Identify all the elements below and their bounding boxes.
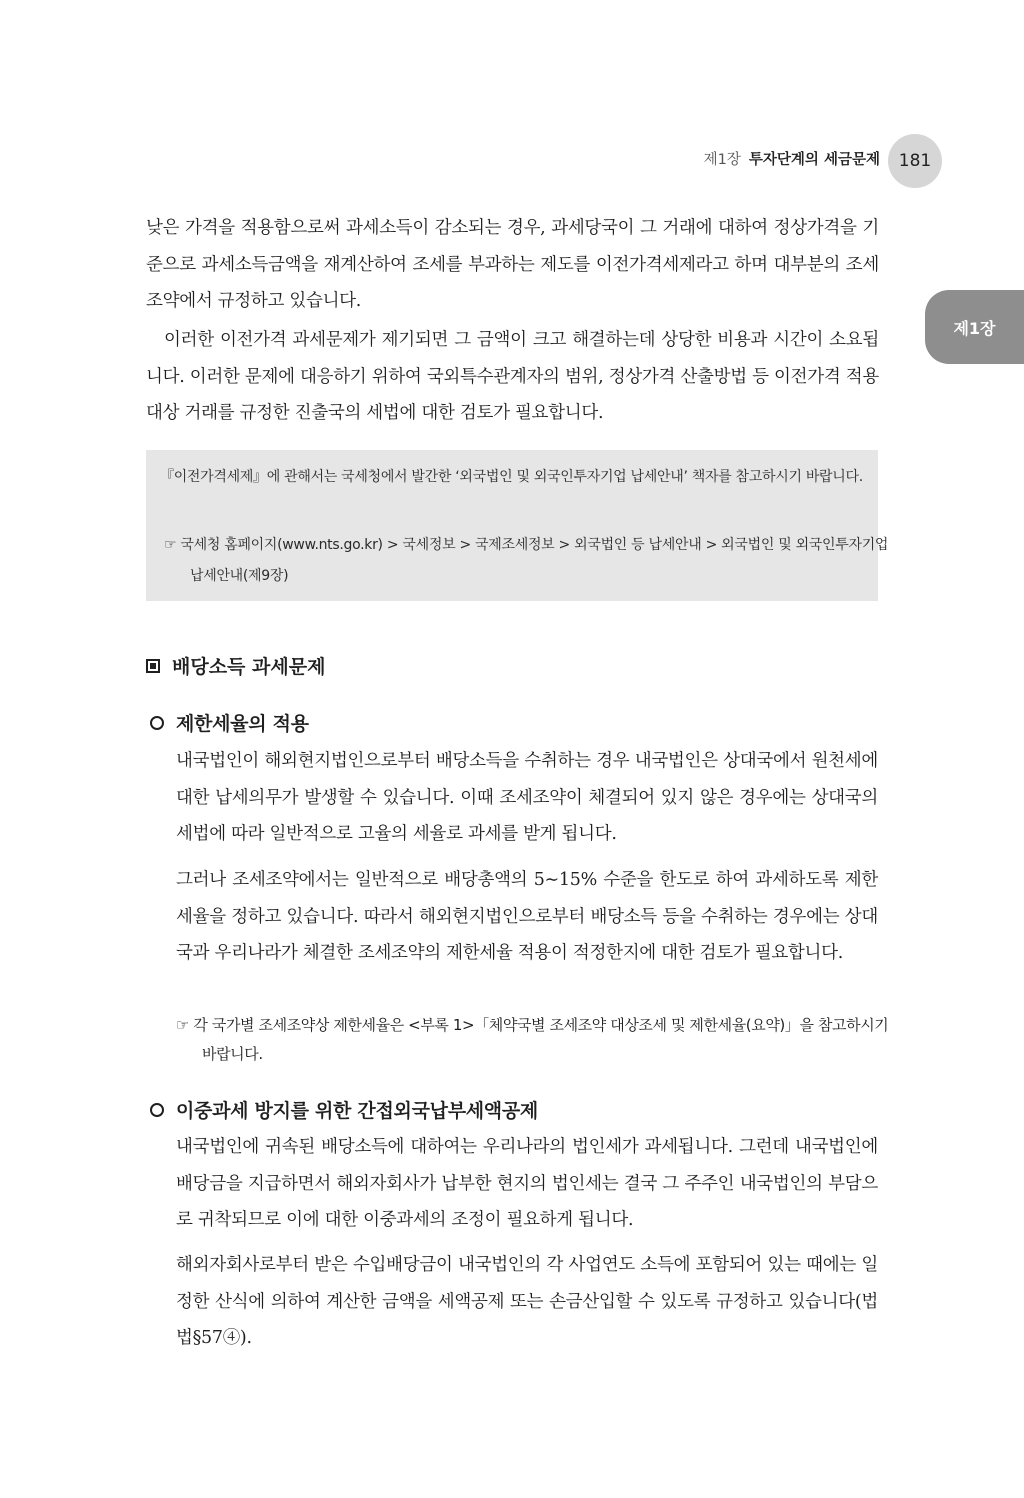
running-head-chapter: 제1장	[703, 152, 741, 168]
subsection-1-paragraph-1: 내국법인이 해외현지법인으로부터 배당소득을 수취하는 경우 내국법인은 상대국에서 원천세에 대한 납세의무가 발생할 수 있습니다. 이때 조세조약이 체결되어 있지 않은 경우에는 상대국의 세법에 따라 일반적으로 고율의 세율로 과세를 받게 됩니다.	[176, 751, 878, 844]
section-heading	[146, 652, 325, 679]
page-number: 181	[888, 134, 942, 188]
running-head-title: 투자단계의 세금문제	[748, 152, 880, 168]
subsection-heading-2	[150, 1096, 538, 1123]
subsection-title-2: 이중과세 방지를 위한 간접외국납부세액공제	[176, 1100, 538, 1122]
note-text: 『이전가격세제』에 관해서는 국세청에서 발간한 ‘외국법인 및 외국인투자기업 납세안내’ 책자를 참고하시기 바랍니다.	[160, 469, 863, 485]
subsection-heading-1	[150, 709, 309, 736]
chapter-tab: 제1장	[925, 290, 1024, 364]
subsection-1-reference: ☞ 각 국가별 조세조약상 제한세율은 <부록 1>「체약국별 조세조약 대상조세 및 제한세율(요약)」을 참고하시기 바랍니다.	[176, 1016, 889, 1063]
note-reference-path: ☞ 국세청 홈페이지(www.nts.go.kr) > 국세정보 > 국제조세정보 > 외국법인 등 납세안내 > 외국법인 및 외국인투자기업 납세안내(제9장)	[164, 537, 889, 584]
section-title: 배당소득 과세문제	[172, 656, 326, 678]
reference-note-box	[146, 450, 889, 601]
subsection-2-paragraph-1: 내국법인에 귀속된 배당소득에 대하여는 우리나라의 법인세가 과세됩니다. 그런데 내국법인에 배당금을 지급하면서 해외자회사가 납부한 현지의 법인세는 결국 그 주주인 내국법인의 부담으로 귀착되므로 이에 대한 이중과세의 조정이 필요하게 됩니다.	[176, 1137, 878, 1230]
intro-paragraph-1: 낮은 가격을 적용함으로써 과세소득이 감소되는 경우, 과세당국이 그 거래에 대하여 정상가격을 기준으로 과세소득금액을 재계산하여 조세를 부과하는 제도를 이전가격세제라고 하며 대부분의 조세조약에서 규정하고 있습니다.	[146, 218, 879, 311]
subsection-1-paragraph-2: 그러나 조세조약에서는 일반적으로 배당총액의 5∼15% 수준을 한도로 하여 과세하도록 제한세율을 정하고 있습니다. 따라서 해외현지법인으로부터 배당소득 등을 수취하는 경우에는 상대국과 우리나라가 체결한 조세조약의 제한세율 적용이 적정한지에 대한 검토가 필요합니다.	[176, 870, 878, 963]
running-head	[680, 148, 880, 169]
subsection-title-1: 제한세율의 적용	[176, 713, 309, 735]
subsection-2-paragraph-2: 해외자회사로부터 받은 수입배당금이 내국법인의 각 사업연도 소득에 포함되어 있는 때에는 일정한 산식에 의하여 계산한 금액을 세액공제 또는 손금산입할 수 있도록 규정하고 있습니다(법법§57④).	[176, 1255, 878, 1348]
intro-paragraph-2: 이러한 이전가격 과세문제가 제기되면 그 금액이 크고 해결하는데 상당한 비용과 시간이 소요됩니다. 이러한 문제에 대응하기 위하여 국외특수관계자의 범위, 정상가격 산출방법 등 이전가격 적용대상 거래를 규정한 진출국의 세법에 대한 검토가 필요합니다.	[146, 330, 879, 423]
circle-bullet-icon	[150, 716, 164, 730]
filled-square-bullet-icon	[146, 659, 160, 673]
circle-bullet-icon	[150, 1103, 164, 1117]
